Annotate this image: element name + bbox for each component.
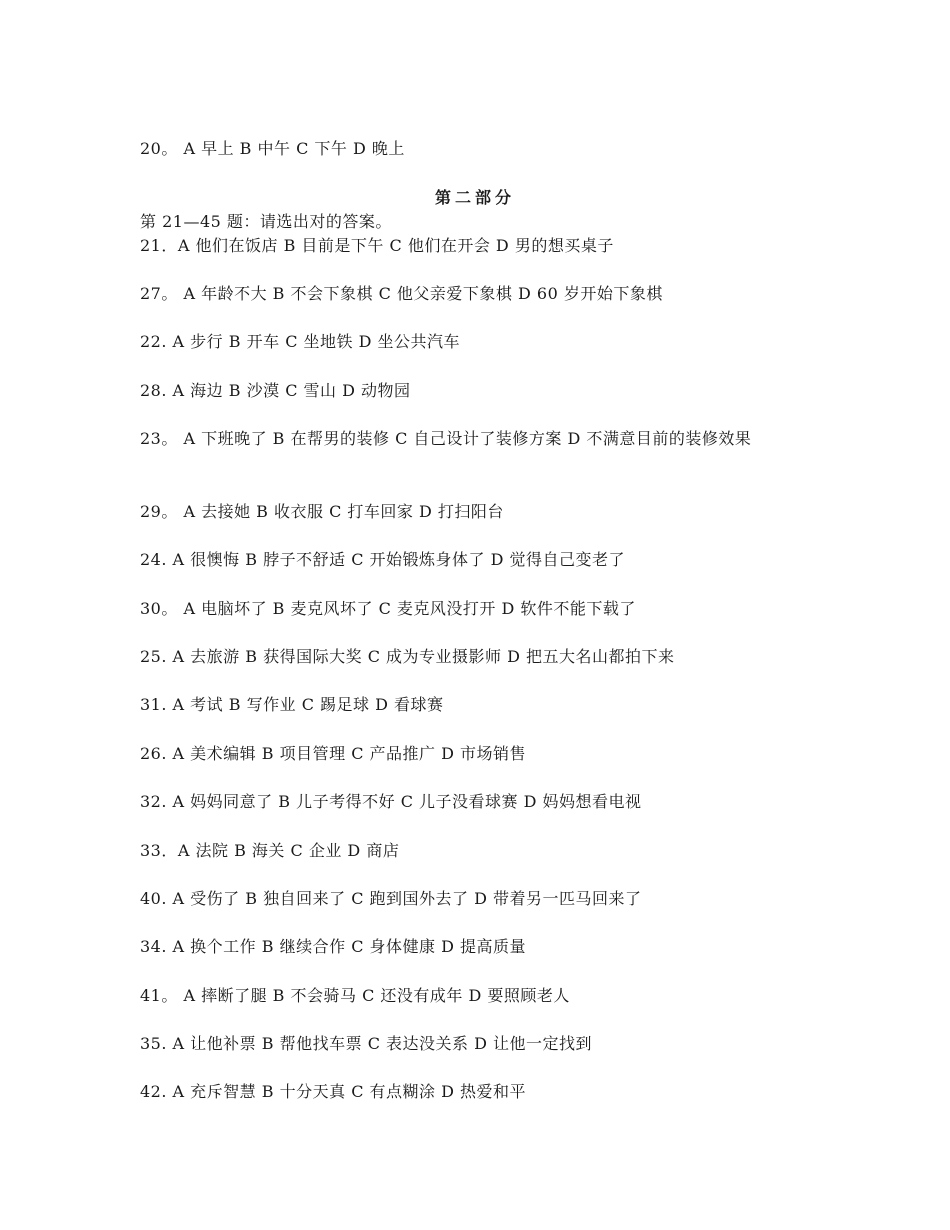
question-20: 20。 A 早上 B 中午 C 下午 D 晚上 [140, 139, 405, 158]
question-22: 22. A 步行 B 开车 C 坐地铁 D 坐公共汽车 [140, 332, 461, 351]
question-24: 24. A 很懊悔 B 脖子不舒适 C 开始锻炼身体了 D 觉得自己变老了 [140, 550, 626, 569]
question-25: 25. A 去旅游 B 获得国际大奖 C 成为专业摄影师 D 把五大名山都拍下来 [140, 647, 675, 666]
question-32: 32. A 妈妈同意了 B 儿子考得不好 C 儿子没看球赛 D 妈妈想看电视 [140, 792, 642, 811]
section-instruction: 第 21—45 题：请选出对的答案。 [140, 212, 392, 231]
question-35: 35. A 让他补票 B 帮他找车票 C 表达没关系 D 让他一定找到 [140, 1034, 593, 1053]
question-29: 29。 A 去接她 B 收衣服 C 打车回家 D 打扫阳台 [140, 502, 504, 521]
question-40: 40. A 受伤了 B 独自回来了 C 跑到国外去了 D 带着另一匹马回来了 [140, 889, 642, 908]
question-31: 31. A 考试 B 写作业 C 踢足球 D 看球赛 [140, 695, 444, 714]
question-26: 26. A 美术编辑 B 项目管理 C 产品推广 D 市场销售 [140, 744, 527, 763]
question-30: 30。 A 电脑坏了 B 麦克风坏了 C 麦克风没打开 D 软件不能下载了 [140, 599, 636, 618]
question-27: 27。 A 年龄不大 B 不会下象棋 C 他父亲爱下象棋 D 60 岁开始下象棋 [140, 284, 663, 303]
question-34: 34. A 换个工作 B 继续合作 C 身体健康 D 提高质量 [140, 937, 527, 956]
question-28: 28. A 海边 B 沙漠 C 雪山 D 动物园 [140, 381, 411, 400]
section-title: 第二部分 [434, 188, 515, 207]
question-41: 41。 A 摔断了腿 B 不会骑马 C 还没有成年 D 要照顾老人 [140, 986, 570, 1005]
question-21: 21．A 他们在饭店 B 目前是下午 C 他们在开会 D 男的想买桌子 [140, 236, 614, 255]
question-33: 33．A 法院 B 海关 C 企业 D 商店 [140, 841, 400, 860]
question-23: 23。 A 下班晚了 B 在帮男的装修 C 自己设计了装修方案 D 不满意目前的装修效果 [140, 429, 752, 448]
question-42: 42. A 充斥智慧 B 十分天真 C 有点糊涂 D 热爱和平 [140, 1082, 527, 1101]
